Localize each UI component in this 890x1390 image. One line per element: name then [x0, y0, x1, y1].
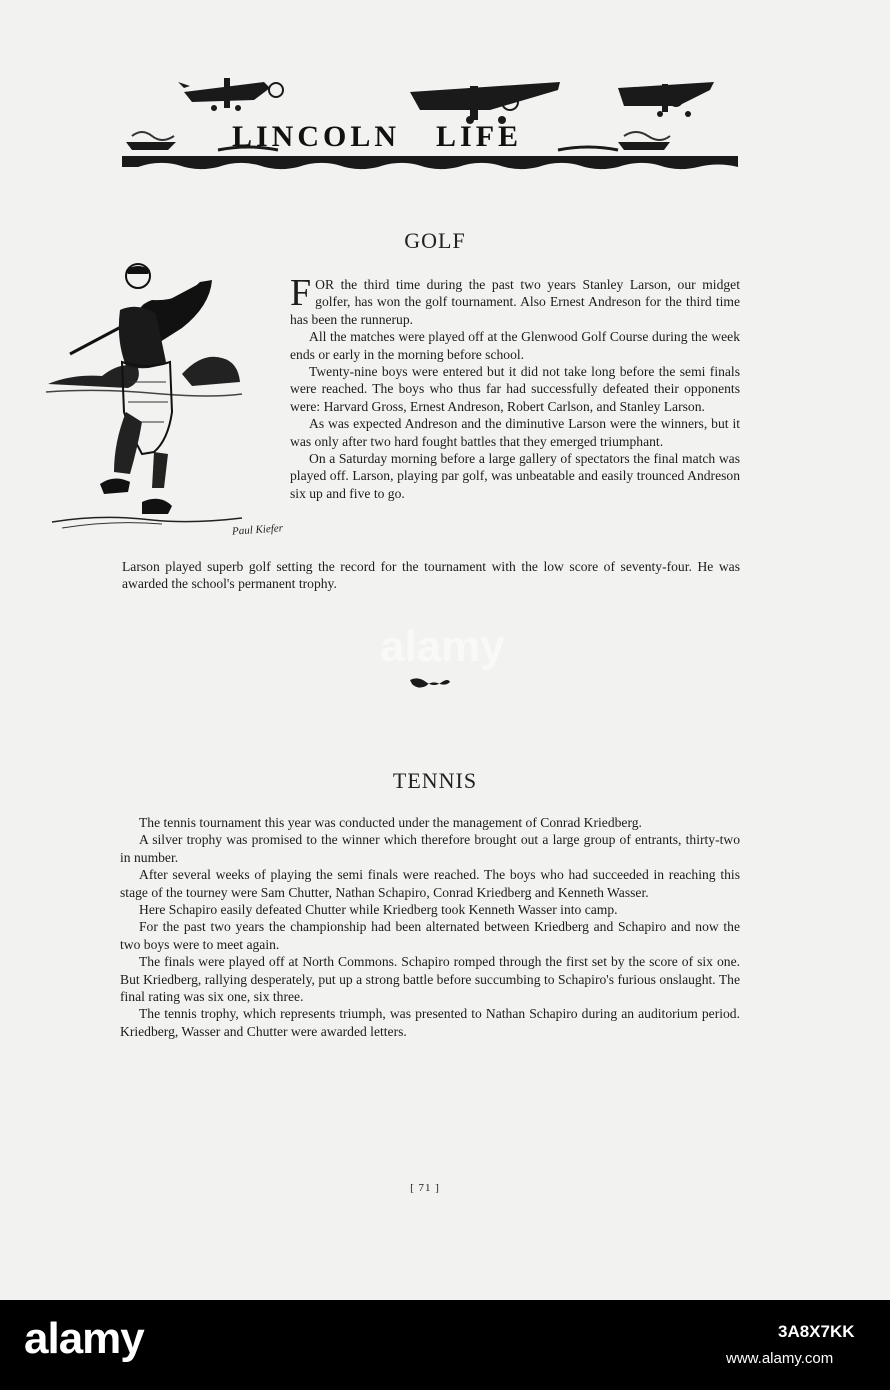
wave-decoration	[122, 156, 738, 169]
golf-article-continued	[122, 558, 740, 593]
airplane-icon	[410, 82, 560, 124]
golf-paragraph-4: As was expected Andreson and the diminutive Larson were the winners, but it was only after two hard fought battles that they emerged triumphant.	[290, 416, 740, 449]
golf-paragraph-2: All the matches were played off at the Glenwood Golf Course during the week ends or early in the morning before school.	[290, 329, 740, 362]
banner-title	[232, 120, 522, 154]
tennis-paragraph: After several weeks of playing the semi finals were reached. The boys who had succeeded in reaching this stage of the tourney were Sam Chutter, Nathan Schapiro, Conrad Kriedberg and Kenneth Wasser.	[120, 867, 740, 900]
banner-word-life: LIFE	[436, 120, 523, 153]
golf-paragraph-5-tail: Larson played superb golf setting the record for the tournament with the low score of seventy-four. He was awarded the school's permanent trophy.	[122, 559, 740, 592]
tennis-heading: TENNIS	[392, 768, 478, 793]
tennis-paragraph: A silver trophy was promised to the winner which therefore brought out a large group of entrants, thirty-two in number.	[120, 832, 740, 865]
airplane-icon	[618, 82, 714, 117]
page-number: [ 71 ]	[410, 1182, 440, 1194]
tennis-article	[120, 814, 740, 1040]
drop-cap: F	[290, 272, 312, 314]
tennis-paragraph: The finals were played off at North Commons. Schapiro romped through the first set by the score of six one. But Kriedberg, rallying desperately, put up a strong battle before succumbing to Schapiro's furious onslaught. The final rating was six one, six three.	[120, 954, 740, 1005]
banner-word-lincoln: LINCOLN	[232, 120, 401, 153]
golf-paragraph-1	[290, 272, 740, 328]
stock-logo: alamy	[24, 1314, 144, 1363]
golf-article	[290, 272, 740, 502]
golf-heading: GOLF	[404, 228, 466, 253]
tennis-paragraph: The tennis trophy, which represents triumph, was presented to Nathan Schapiro during an auditorium period. Kriedberg, Wasser and Chutter were awarded letters.	[120, 1006, 740, 1039]
artist-signature: Paul Kiefer	[231, 522, 284, 538]
tennis-paragraph: The tennis tournament this year was conducted under the management of Conrad Kriedberg.	[139, 815, 642, 830]
golf-paragraph-1-text: OR the third time during the past two years Stanley Larson, our midget golfer, has won the golf tournament. Also Ernest Andreson for the third time has been the runnerup.	[290, 277, 740, 327]
stock-image-id: 3A8X7KK	[778, 1322, 855, 1341]
stock-url: www.alamy.com	[726, 1350, 834, 1367]
watermark: alamy	[380, 622, 505, 671]
tennis-paragraph: Here Schapiro easily defeated Chutter while Kriedberg took Kenneth Wasser into camp.	[139, 902, 618, 918]
ornament-icon	[408, 674, 452, 690]
golf-paragraph-5: On a Saturday morning before a large gallery of spectators the final match was played off. Larson, playing par golf, was unbeatable and easily trounced Andreson six up and five to go.	[290, 451, 740, 501]
ship-icon	[618, 132, 670, 150]
tennis-paragraph: For the past two years the championship had been alternated between Kriedberg and Schapiro and now the two boys were to meet again.	[120, 919, 740, 952]
golf-paragraph-3: Twenty-nine boys were entered but it did not take long before the semi finals were reached. The boys who thus far had successfully defeated their opponents were: Harvard Gross, Ernest Andreson, Robert Carlson, and Stanley Larson.	[290, 364, 740, 414]
airplane-icon	[178, 78, 283, 111]
ship-icon	[126, 132, 176, 150]
golfer-illustration	[42, 262, 282, 562]
